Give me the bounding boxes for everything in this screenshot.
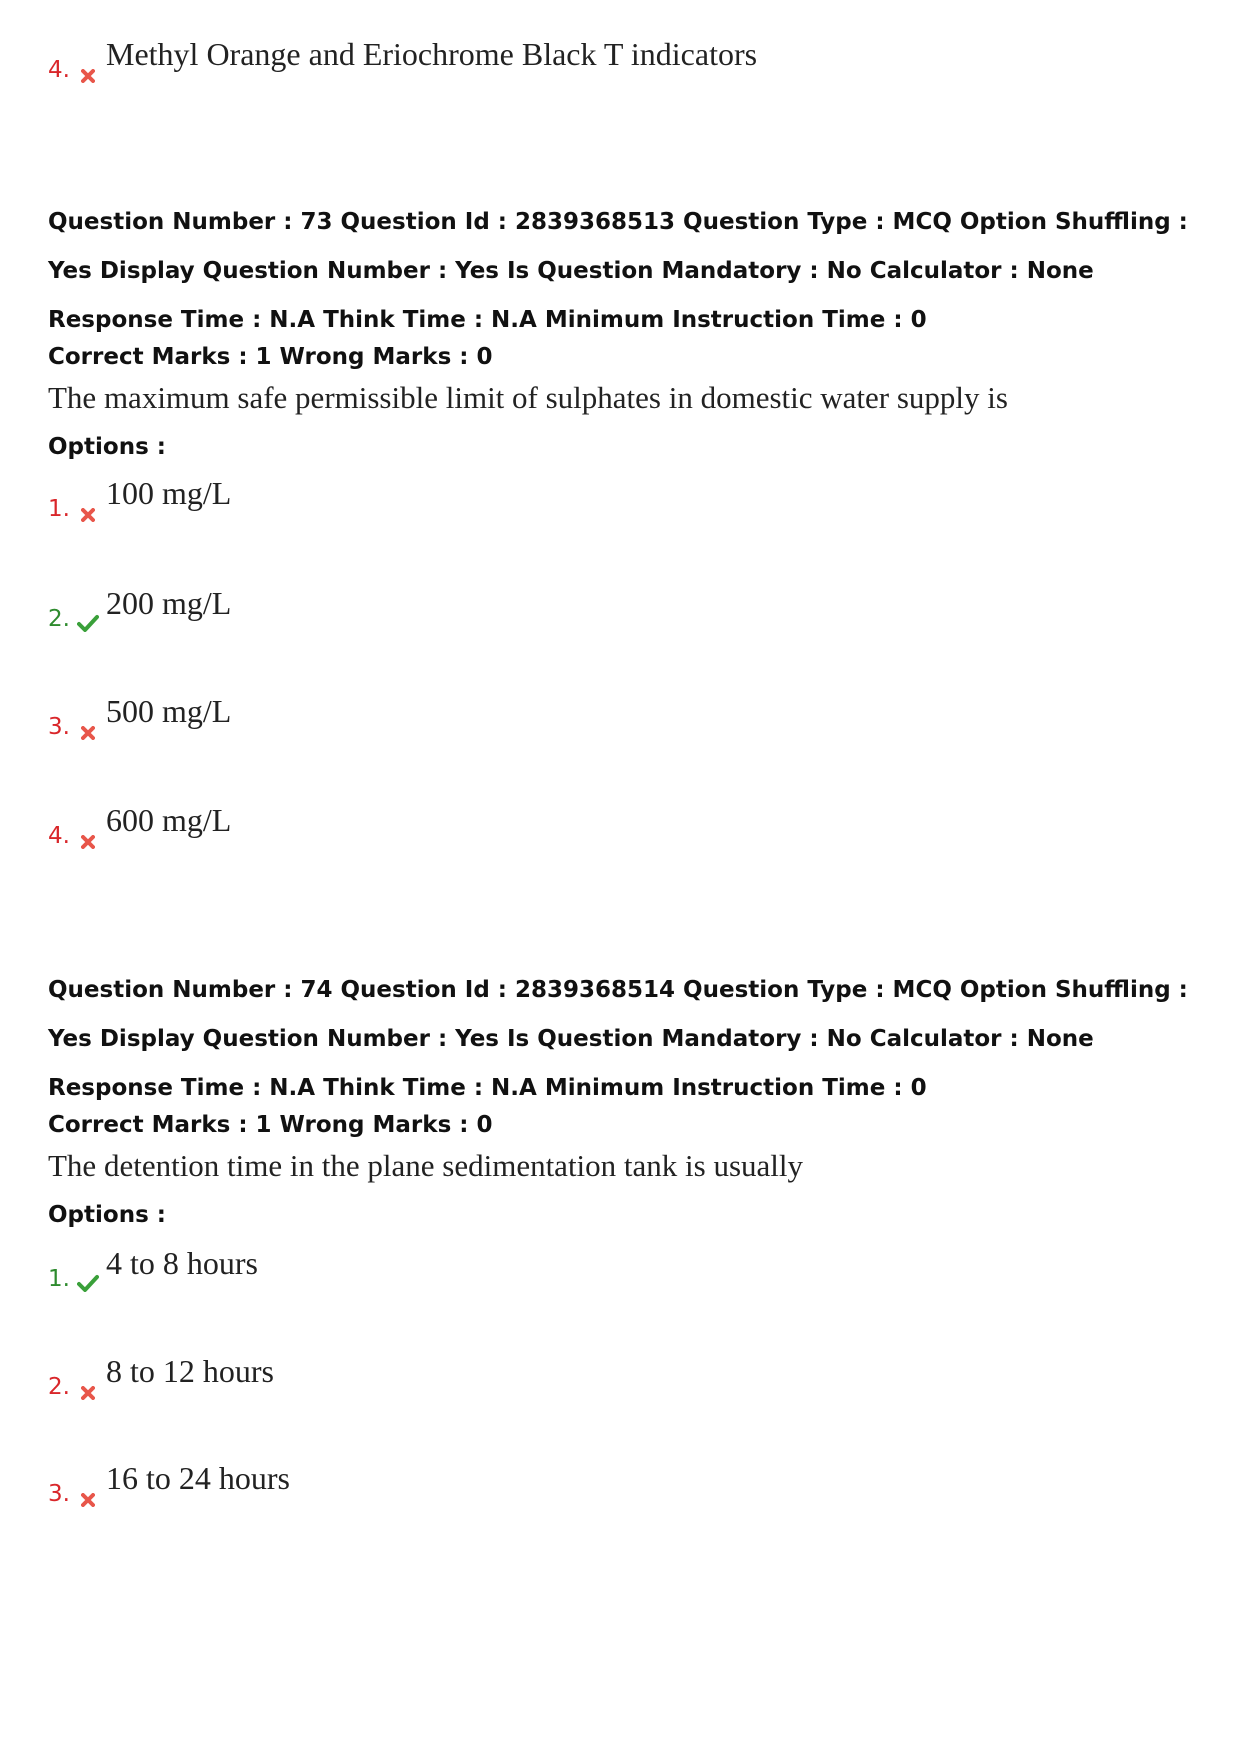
- option-number: 1.: [48, 1266, 70, 1292]
- check-icon: [74, 1268, 102, 1292]
- option-text: 4 to 8 hours: [106, 1245, 258, 1281]
- cross-icon: [74, 716, 102, 740]
- option-text: 500 mg/L: [106, 693, 232, 729]
- option-number: 1.: [48, 496, 70, 522]
- option-text: 600 mg/L: [106, 802, 232, 838]
- cross-icon: [74, 825, 102, 849]
- option-text: 100 mg/L: [106, 475, 232, 511]
- option-row: [48, 802, 232, 849]
- question-meta: Question Number : 74 Question Id : 2839368514 Question Type : MCQ Option Shuffling : Yes Display Question Number : Yes Is Question Mandatory : No Calculator : None Response Time : N.A Think Time : N.A Minimum Instruction Time : 0: [48, 977, 1188, 1101]
- question-text: The detention time in the plane sedimentation tank is usually: [48, 1148, 804, 1183]
- cross-icon: [74, 1483, 102, 1507]
- cross-icon: [74, 498, 102, 522]
- option-text: 16 to 24 hours: [106, 1460, 290, 1496]
- option-text: 200 mg/L: [106, 585, 232, 621]
- option-number: 3.: [48, 714, 70, 740]
- question-marks: Correct Marks : 1 Wrong Marks : 0: [48, 1112, 493, 1138]
- option-row: [48, 585, 232, 632]
- options-label: Options :: [48, 1202, 166, 1228]
- option-number: 4.: [48, 823, 70, 849]
- option-row: [48, 1460, 290, 1507]
- option-row: [48, 1245, 258, 1292]
- option-number: 4.: [48, 57, 70, 83]
- option-row: [48, 693, 232, 740]
- check-icon: [74, 608, 102, 632]
- question-marks: Correct Marks : 1 Wrong Marks : 0: [48, 344, 493, 370]
- option-row: [48, 1353, 274, 1400]
- option-number: 2.: [48, 1374, 70, 1400]
- option-row: [48, 475, 232, 522]
- option-text: 8 to 12 hours: [106, 1353, 274, 1389]
- cross-icon: [74, 59, 102, 83]
- question-meta: Question Number : 73 Question Id : 2839368513 Question Type : MCQ Option Shuffling : Yes Display Question Number : Yes Is Question Mandatory : No Calculator : None Response Time : N.A Think Time : N.A Minimum Instruction Time : 0: [48, 209, 1188, 333]
- option-number: 3.: [48, 1481, 70, 1507]
- option-number: 2.: [48, 606, 70, 632]
- cross-icon: [74, 1376, 102, 1400]
- options-label: Options :: [48, 434, 166, 460]
- question-text: The maximum safe permissible limit of sulphates in domestic water supply is: [48, 380, 1008, 415]
- option-row: [48, 36, 758, 83]
- option-text: Methyl Orange and Eriochrome Black T indicators: [106, 36, 758, 72]
